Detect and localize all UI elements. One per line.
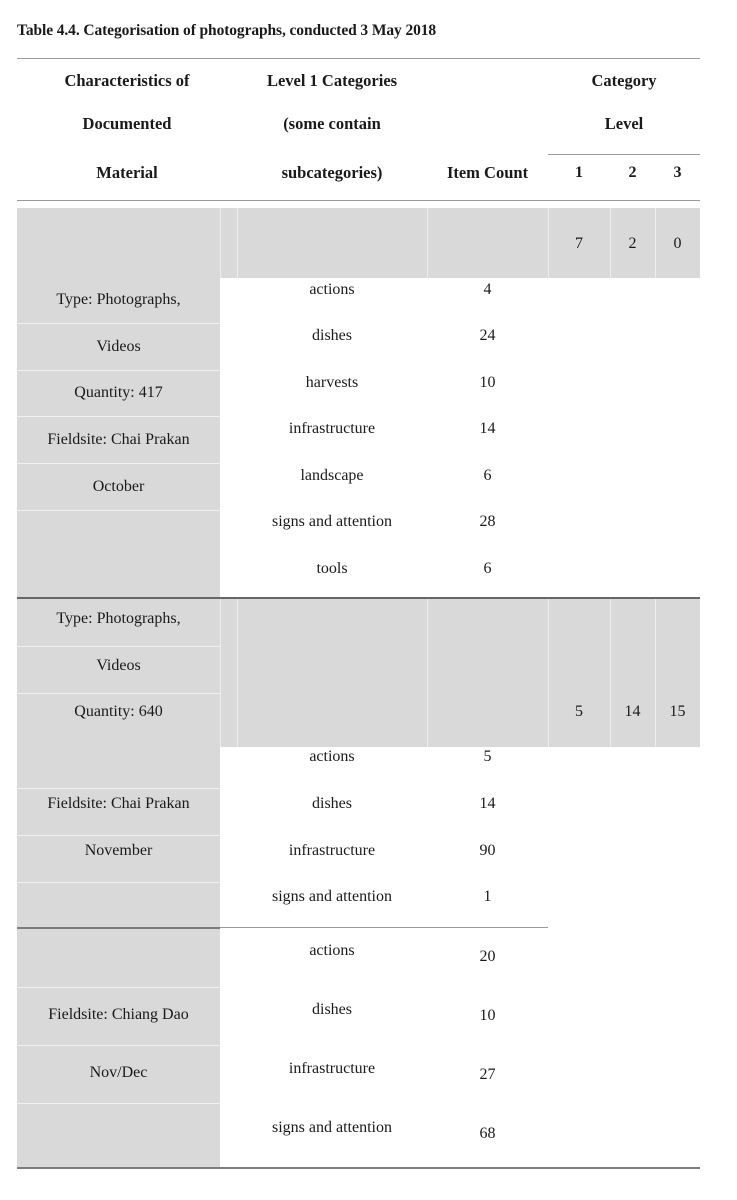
group-2-characteristic-1: Videos [96,657,141,674]
group-3-row-2-category: infrastructure [288,1060,376,1077]
header-category-level-line2: Level [604,114,644,133]
g3-char-rowsep-2 [17,1045,220,1046]
g2-char-rowsep-1 [17,646,220,647]
group-1-row-6-count: 6 [483,560,492,577]
group-3-characteristics-shade [17,929,220,1167]
g1-char-rowsep-2 [17,370,220,371]
group-1-row-4-count: 6 [483,467,492,484]
group-2-bottom-rule-right [220,927,548,928]
group-1-row-3-count: 14 [479,420,496,437]
group-2-characteristic-0: Type: Photographs, [56,610,181,627]
shade-colsep-g2s-3 [427,599,428,747]
group-1-characteristic-3: Fieldsite: Chai Prakan [47,431,190,448]
header-characteristics-line2: Documented [82,114,172,133]
table-bottom-rule [17,1167,700,1169]
group-2-row-0-category: actions [309,748,355,765]
shade-colsep-g2s-5 [610,599,611,747]
group-3-row-0-category: actions [309,942,355,959]
group-1-row-0-count: 4 [483,281,492,298]
group-1-row-1-category: dishes [312,327,352,344]
shade-colsep-g2s-4 [548,599,549,747]
header-level1-categories-line3: subcategories) [281,163,383,182]
group-2-row-1-category: dishes [312,795,352,812]
group-2-characteristic-4: November [84,842,153,859]
group-1-row-4-category: landscape [300,467,364,484]
g1-char-rowsep-3 [17,416,220,417]
group-3-characteristic-0: Fieldsite: Chiang Dao [48,1006,189,1023]
header-characteristics-line1: Characteristics of [64,71,190,90]
header-level1-categories-line1: Level 1 Categories [266,71,398,90]
category-level-spanner-rule [548,154,700,155]
group-1-characteristic-1: Videos [96,338,141,355]
group-1-level-1-value: 7 [575,235,583,252]
group-1-row-1-count: 24 [479,327,496,344]
group-2-row-0-count: 5 [483,748,492,765]
group-1-row-5-count: 28 [479,513,496,530]
group-1-row-2-count: 10 [479,374,496,391]
g2-char-rowsep-2 [17,693,220,694]
header-level1-categories-line2: (some contain [283,114,381,133]
group-1-row-6-category: tools [316,560,348,577]
shade-colsep-g1s-1 [220,208,221,278]
group-1-characteristic-2: Quantity: 417 [74,384,163,401]
header-item-count: Item Count [446,163,529,182]
group-2-level-3-value: 15 [669,703,686,720]
group-3-characteristic-1: Nov/Dec [89,1064,148,1081]
group-2-row-1-count: 14 [479,795,496,812]
group-3-row-3-category: signs and attention [272,1119,392,1136]
table-caption: Table 4.4. Categorisation of photographs, conducted 3 May 2018 [17,22,437,39]
header-category-level-line1: Category [591,71,657,90]
table-4-4 [17,58,700,1168]
shade-colsep-g2s-1 [220,599,221,747]
header-level-1: 1 [575,164,583,181]
header-bottom-rule [17,200,700,201]
table-top-rule [17,58,700,59]
header-level-3: 3 [673,164,682,181]
group-2-level-1-value: 5 [575,703,583,720]
group-2-row-2-category: infrastructure [288,842,376,859]
group-2-row-3-count: 1 [483,888,492,905]
group-1-characteristic-0: Type: Photographs, [56,291,181,308]
header-characteristics-line3: Material [96,163,158,182]
group-2-characteristics-shade [17,747,220,927]
shade-colsep-g2s-6 [655,599,656,747]
g2-char-rowsep-4 [17,835,220,836]
group-3-row-1-count: 10 [479,1007,496,1024]
header-level-2: 2 [628,164,637,181]
group-3-row-3-count: 68 [479,1125,496,1142]
g1-char-rowsep-4 [17,463,220,464]
group-2-level-2-value: 14 [624,703,641,720]
group-2-characteristic-3: Fieldsite: Chai Prakan [47,795,190,812]
group-1-row-3-category: infrastructure [288,420,376,437]
group-1-row-5-category: signs and attention [272,513,392,530]
group-2-characteristic-2: Quantity: 640 [74,703,163,720]
group-1-row-0-category: actions [309,281,355,298]
group-3-row-2-count: 27 [479,1066,496,1083]
shade-colsep-g1s-3 [427,208,428,278]
group-3-row-0-count: 20 [479,948,496,965]
group-1-characteristic-4: October [92,478,145,495]
group-2-row-3-category: signs and attention [272,888,392,905]
group-2-row-2-count: 90 [479,842,496,859]
group-1-row-2-category: harvests [305,374,359,391]
shade-colsep-g2s-2 [237,599,238,747]
shade-colsep-g1s-2 [237,208,238,278]
g3-char-rowsep-3 [17,1103,220,1104]
group-1-level-2-value: 2 [628,235,637,252]
g3-char-rowsep-1 [17,987,220,988]
g2-char-rowsep-5 [17,882,220,883]
g2-char-rowsep-3 [17,788,220,789]
g1-char-rowsep-5 [17,510,220,511]
group-1-level-3-value: 0 [673,235,682,252]
group-3-row-1-category: dishes [312,1001,352,1018]
g1-char-rowsep-1 [17,323,220,324]
